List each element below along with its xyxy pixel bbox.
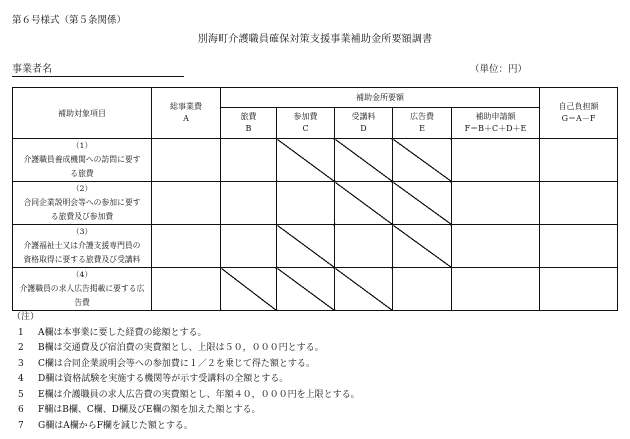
cell-participation[interactable] [277, 182, 335, 225]
cell-advertising-na [393, 139, 452, 182]
cell-travel[interactable] [221, 225, 277, 268]
cell-travel-na [221, 268, 277, 311]
header-item: 補助対象項目 [13, 88, 152, 139]
cell-total[interactable] [152, 268, 221, 311]
header-tuition: 受講料 D [335, 108, 393, 139]
header-self: 自己負担額 G＝A－F [540, 88, 618, 139]
document-title: 別海町介護職員確保対策支援事業補助金所要額調書 [197, 34, 433, 45]
note-item: 1 A欄は本事業に要した経費の総額とする。 [18, 327, 207, 338]
cell-travel[interactable] [221, 182, 277, 225]
notes-heading: （注） [12, 312, 40, 322]
applicant-name-field[interactable] [12, 60, 184, 77]
cell-self[interactable] [540, 139, 618, 182]
note-item: 7 G欄はA欄からF欄を減じた額とする。 [18, 420, 193, 431]
form-number: 第６号様式（第５条関係） [12, 15, 127, 26]
cell-application[interactable] [452, 182, 540, 225]
applicant-label: 事業者名 [12, 64, 52, 75]
cell-application[interactable] [452, 268, 540, 311]
row-label: （4） 介護職員の求人広告掲載に要する広 告費 [13, 268, 152, 311]
table-row [13, 268, 618, 311]
cell-travel[interactable] [221, 139, 277, 182]
cell-self[interactable] [540, 225, 618, 268]
cell-tuition-na [335, 139, 393, 182]
cell-participation-na [277, 225, 335, 268]
cell-self[interactable] [540, 182, 618, 225]
cell-tuition[interactable] [335, 225, 393, 268]
header-advertising: 広告費 E [393, 108, 452, 139]
cell-application[interactable] [452, 139, 540, 182]
note-item: 4 D欄は資格試験を実施する機関等が示す受講料の全額とする。 [18, 374, 289, 384]
cell-total[interactable] [152, 225, 221, 268]
header-subsidy: 補助金所要額 [221, 88, 540, 108]
table-row [13, 139, 618, 182]
cell-advertising[interactable] [393, 268, 452, 311]
note-item: 2 B欄は交通費及び宿泊費の実費額とし、上限は５０，０００円とする。 [18, 343, 324, 353]
row-label: （2） 合同企業説明会等への参加に要す る旅費及び参加費 [13, 182, 152, 225]
cell-application[interactable] [452, 225, 540, 268]
row-label: （1） 介護職員養成機関への訪問に要す る旅費 [13, 139, 152, 182]
header-total: 総事業費 A [152, 88, 221, 139]
header-travel: 旅費 B [221, 108, 277, 139]
header-application: 補助申請額 F＝B＋C＋D＋E [452, 108, 540, 139]
note-item: 5 E欄は介護職員の求人広告費の実費額とし、年額４０，０００円を上限とする。 [18, 389, 360, 400]
cell-tuition-na [335, 268, 393, 311]
cell-participation-na [277, 139, 335, 182]
subsidy-table [12, 87, 618, 311]
unit-label: （単位：円） [470, 64, 528, 75]
row-label: （3） 介護福祉士又は介護支援専門員の 資格取得に要する旅費及び受講料 [13, 225, 152, 268]
cell-total[interactable] [152, 182, 221, 225]
cell-advertising-na [393, 225, 452, 268]
header-participation: 参加費 C [277, 108, 335, 139]
cell-tuition-na [335, 182, 393, 225]
table-row [13, 225, 618, 268]
cell-total[interactable] [152, 139, 221, 182]
cell-self[interactable] [540, 268, 618, 311]
cell-participation-na [277, 268, 335, 311]
note-item: 6 F欄はB欄、C欄、D欄及びE欄の額を加えた額とする。 [18, 405, 261, 415]
cell-advertising-na [393, 182, 452, 225]
table-row [13, 182, 618, 225]
notes [12, 310, 360, 434]
note-item: 3 C欄は合同企業説明会等への参加費に１／２を乗じて得た額とする。 [18, 358, 315, 369]
